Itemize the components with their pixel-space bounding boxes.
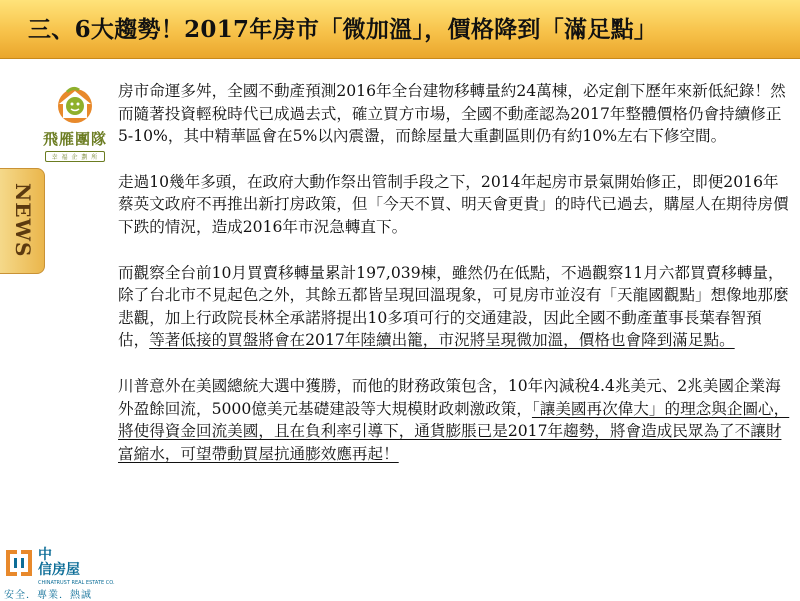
realty-name-line2: 信房屋 [38,562,80,578]
realty-name-line1: 中 [38,547,52,563]
page-title: 三、6大趨勢！2017年房市「微加溫」，價格降到「滿足點」 [28,16,658,43]
paragraph-4-text: 川普意外在美國總統大選中獲勝，而他的財務政策包含，10年內減稅4.4兆美元、2兆美國企業海外盈餘回流，5000億美元基礎建設等大規模財政刺激政策， [118,376,781,418]
paragraph-3 [118,262,790,352]
realty-logo-icon [4,548,34,578]
news-label: NEWS [11,183,35,258]
paragraph-4-underlined: 「讓美國再次偉大」的理念與企圖心，將使得資金回流美國，且在負利率引導下，通貨膨脹已是2017年趨勢，將會造成民眾為了不讓財富縮水，可望帶動買屋抗通膨效應再起！ [118,399,790,463]
paragraph-1: 房市命運多舛，全國不動產預測2016年全台建物移轉量約24萬棟，必定創下歷年來新低紀錄！然而隨著投資輕稅時代已成過去式，確立買方市場，全國不動產認為2017年整體價格仍會持續修正5-10%，其中精華區會在5%以內震盪，而餘屋量大重劃區則仍有約10%左右下修空間。 [118,82,786,146]
house-logo-icon [53,82,97,126]
paragraph-2: 走過10幾年多頭，在政府大動作祭出管制手段之下，2014年起房市景氣開始修正，即便2016年蔡英文政府不再推出新打房政策，但「今天不買、明天會更貴」的時代已過去，購屋人在期待房價下跌的情況，造成2016年市況急轉直下。 [118,172,789,236]
article-body [118,80,790,465]
paragraph-3-text: 而觀察全台前10月買賣移轉量累計197,039棟，雖然仍在低點，不過觀察11月六都買賣移轉量，除了台北市不見起色之外，其餘五都皆呈現回溫現象，可見房市並沒有「天龍國觀點」想像地那麼悲觀，加上行政院長林全承諾將提出10多項可行的交通建設，因此全國不動產董事長葉春智預估， [118,263,789,350]
brand-name: 飛雁團隊 [42,130,107,148]
realty-slogan: 安全．專業．熱誠 [4,590,92,601]
brand-tagline: 幸 福 企 劃 所 [45,151,105,162]
realty-name [38,548,80,578]
feiyan-team-logo [40,82,110,162]
news-side-tab [0,168,45,274]
realty-english-name: CHINATRUST REAL ESTATE CO. [38,580,115,586]
paragraph-3-underlined: 等著低接的買盤將會在2017年陸續出籠，市況將呈現微加溫，價格也會降到滿足點。 [149,331,735,350]
paragraph-4 [118,375,790,465]
header-bar [0,0,800,59]
